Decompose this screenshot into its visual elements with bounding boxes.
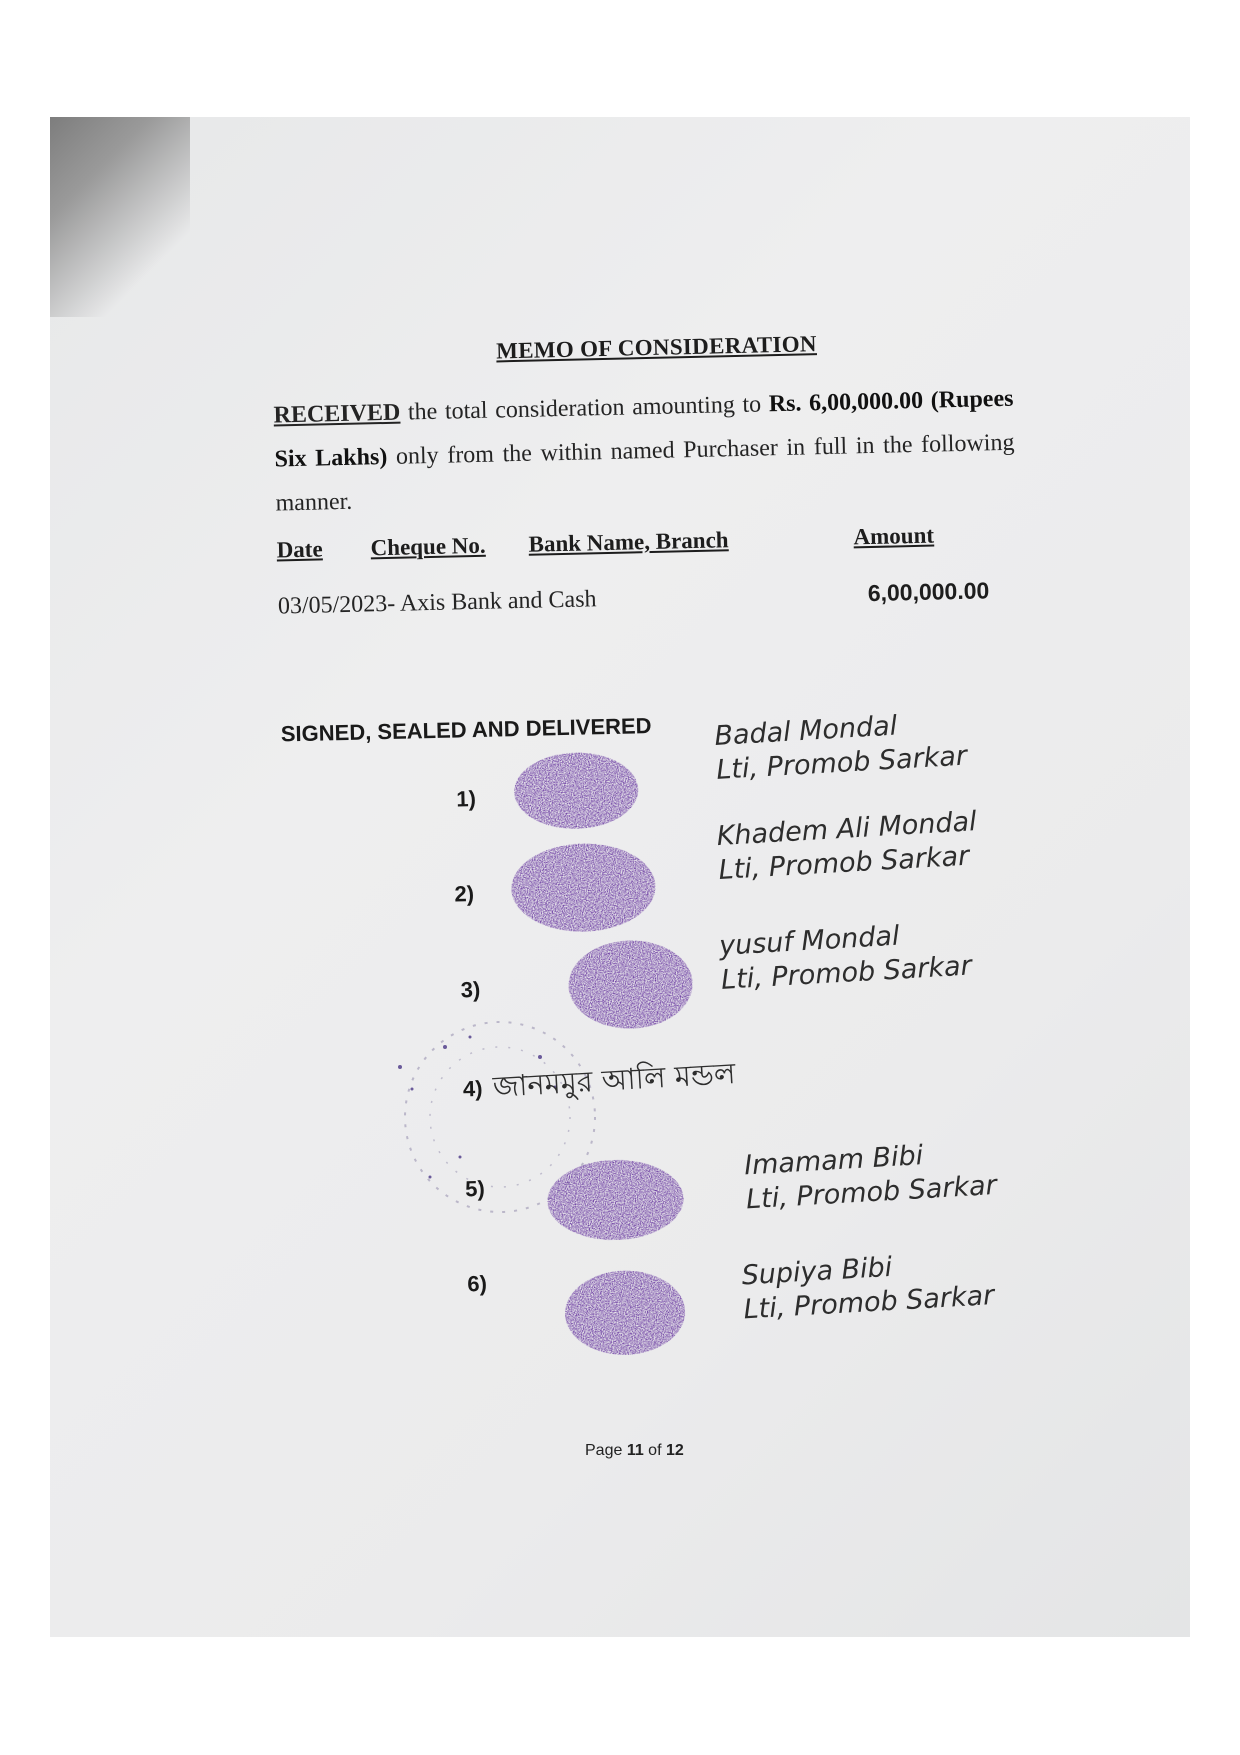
signatory-number: 6) [467,1270,488,1297]
signed-sealed-heading: SIGNED, SEALED AND DELIVERED [280,713,652,747]
header-cheque-no: Cheque No. [370,532,486,561]
signatory-number: 1) [456,786,477,812]
payment-details: 03/05/2023- Axis Bank and Cash [277,586,597,620]
thumbprint [507,839,659,937]
thumbprint [510,747,642,835]
signatory-number: 3) [460,976,481,1003]
paragraph-text-2: only from the within named Purchaser in full in the following manner. [275,429,1015,517]
document-page [50,117,1190,1637]
signatory-number: 4) [462,1075,483,1102]
handwritten-signature: yusuf Mondal Lti, Promob Sarkar [718,920,973,996]
received-label: RECEIVED [273,399,401,429]
thumbprint [565,936,697,1034]
header-date: Date [276,536,323,563]
handwritten-signature: Badal Mondal Lti, Promob Sarkar [713,710,968,786]
signatory-number: 2) [454,881,475,907]
thumbprint [545,1156,687,1244]
thumbprint [562,1266,689,1359]
page-number: Page 11 of 12 [585,1442,684,1459]
payment-amount: 6,00,000.00 [867,577,990,607]
paragraph-text-1: the total consideration amounting to [399,391,770,426]
handwritten-signature-bengali: জানমমুর আলি মন্ডল [491,1055,737,1104]
handwritten-signature: Supiya Bibi Lti, Promob Sarkar [740,1251,995,1326]
signatory-number: 5) [464,1175,486,1202]
consideration-amount: Rs. 6,00,000.00 (Rupees Six Lakhs) [274,385,1014,473]
memo-title: MEMO OF CONSIDERATION [495,331,818,364]
handwritten-signature: Imamam Bibi Lti, Promob Sarkar [743,1140,998,1216]
header-amount: Amount [853,522,935,550]
document-photo [50,117,1190,1637]
header-bank-name: Bank Name, Branch [528,527,729,557]
consideration-paragraph [273,377,1016,526]
handwritten-signature: Khadem Ali Mondal Lti, Promob Sarkar [715,806,978,887]
